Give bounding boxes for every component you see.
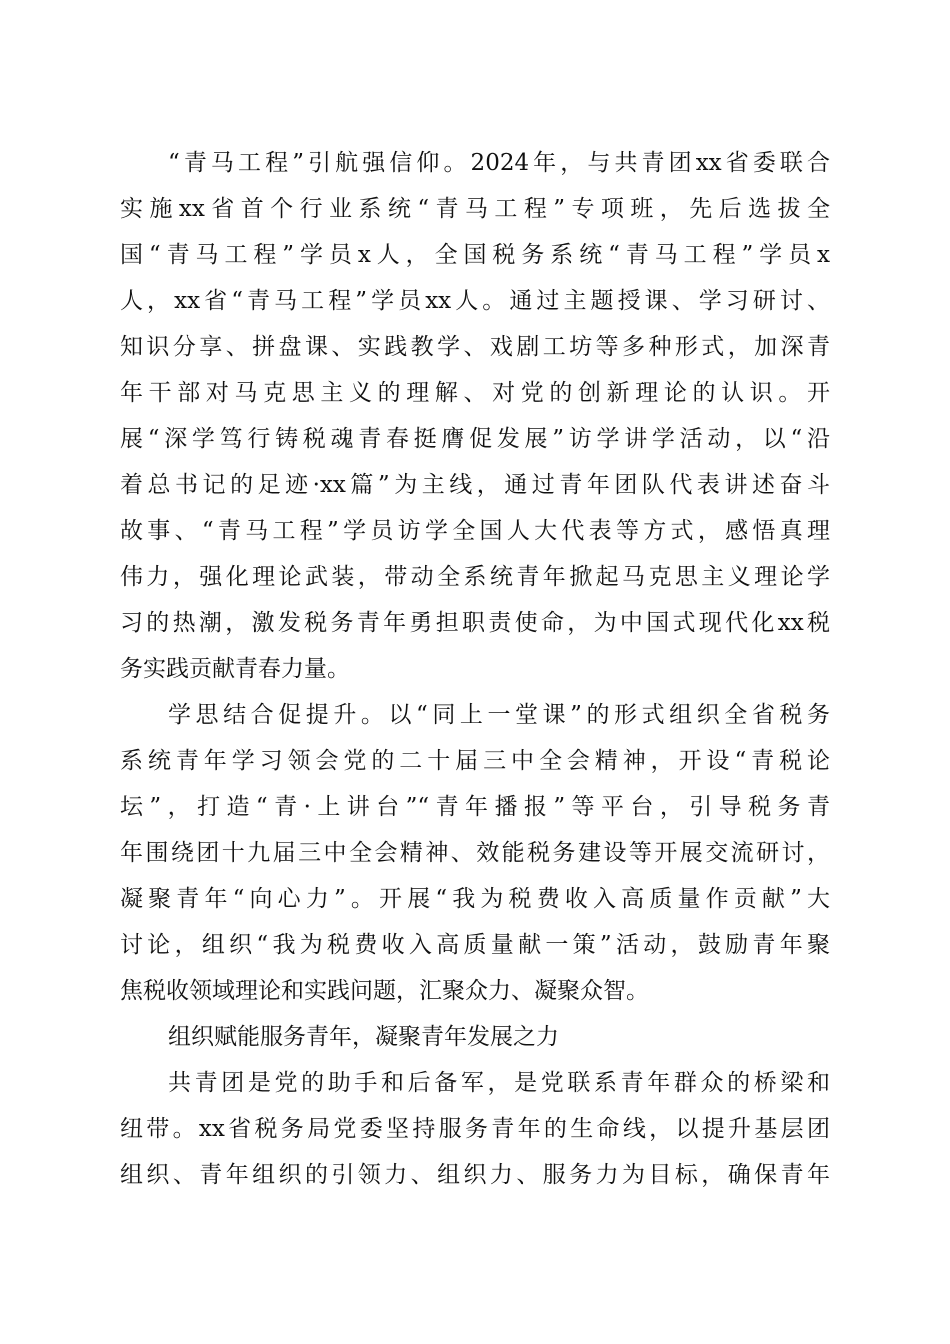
paragraph-2-line-7: 焦税收领域理论和实践问题，汇聚众力、凝聚众智。 <box>120 978 649 1004</box>
paragraph-1-line-6: 年干部对马克思主义的理解、对党的创新理论的认识。开 <box>120 380 830 406</box>
paragraph-2-line-2: 系统青年学习领会党的二十届三中全会精神，开设“青税论 <box>120 748 830 774</box>
paragraph-1-line-1: “青马工程”引航强信仰。2024年，与共青团xx省委联合 <box>168 150 830 176</box>
paragraph-1-line-4: 人，xx省“青马工程”学员xx人。通过主题授课、学习研讨、 <box>120 288 830 314</box>
paragraph-1-line-9: 故事、“青马工程”学员访学全国人大代表等方式，感悟真理 <box>120 518 830 544</box>
paragraph-3-line-2: 纽带。xx省税务局党委坚持服务青年的生命线，以提升基层团 <box>120 1116 830 1142</box>
paragraph-1-line-8: 着总书记的足迹·xx篇”为主线，通过青年团队代表讲述奋斗 <box>120 472 830 498</box>
paragraph-1-line-7: 展“深学笃行铸税魂青春挺膺促发展”访学讲学活动，以“沿 <box>120 426 830 452</box>
paragraph-2-line-1: 学思结合促提升。以“同上一堂课”的形式组织全省税务 <box>168 702 830 728</box>
paragraph-1-line-10: 伟力，强化理论武装，带动全系统青年掀起马克思主义理论学 <box>120 564 830 590</box>
paragraph-1-line-11: 习的热潮，激发税务青年勇担职责使命，为中国式现代化xx税 <box>120 610 830 636</box>
document-body <box>120 140 830 1198</box>
paragraph-1-line-2: 实施xx省首个行业系统“青马工程”专项班，先后选拔全 <box>120 196 830 222</box>
paragraph-3-line-1: 共青团是党的助手和后备军，是党联系青年群众的桥梁和 <box>168 1070 830 1096</box>
paragraph-1-line-5: 知识分享、拼盘课、实践教学、戏剧工坊等多种形式，加深青 <box>120 334 830 360</box>
paragraph-2-line-3: 坛”，打造“青·上讲台”“青年播报”等平台，引导税务青 <box>120 794 830 820</box>
paragraph-1-line-3: 国“青马工程”学员x人，全国税务系统“青马工程”学员x <box>120 242 830 268</box>
paragraph-1-line-12: 务实践贡献青春力量。 <box>120 656 350 682</box>
paragraph-2-line-5: 凝聚青年“向心力”。开展“我为税费收入高质量作贡献”大 <box>120 886 830 912</box>
paragraph-3-line-3: 组织、青年组织的引领力、组织力、服务力为目标，确保青年 <box>120 1162 830 1188</box>
section-heading: 组织赋能服务青年，凝聚青年发展之力 <box>168 1024 559 1050</box>
paragraph-2-line-6: 讨论，组织“我为税费收入高质量献一策”活动，鼓励青年聚 <box>120 932 830 958</box>
paragraph-2-line-4: 年围绕团十九届三中全会精神、效能税务建设等开展交流研讨， <box>120 840 830 866</box>
